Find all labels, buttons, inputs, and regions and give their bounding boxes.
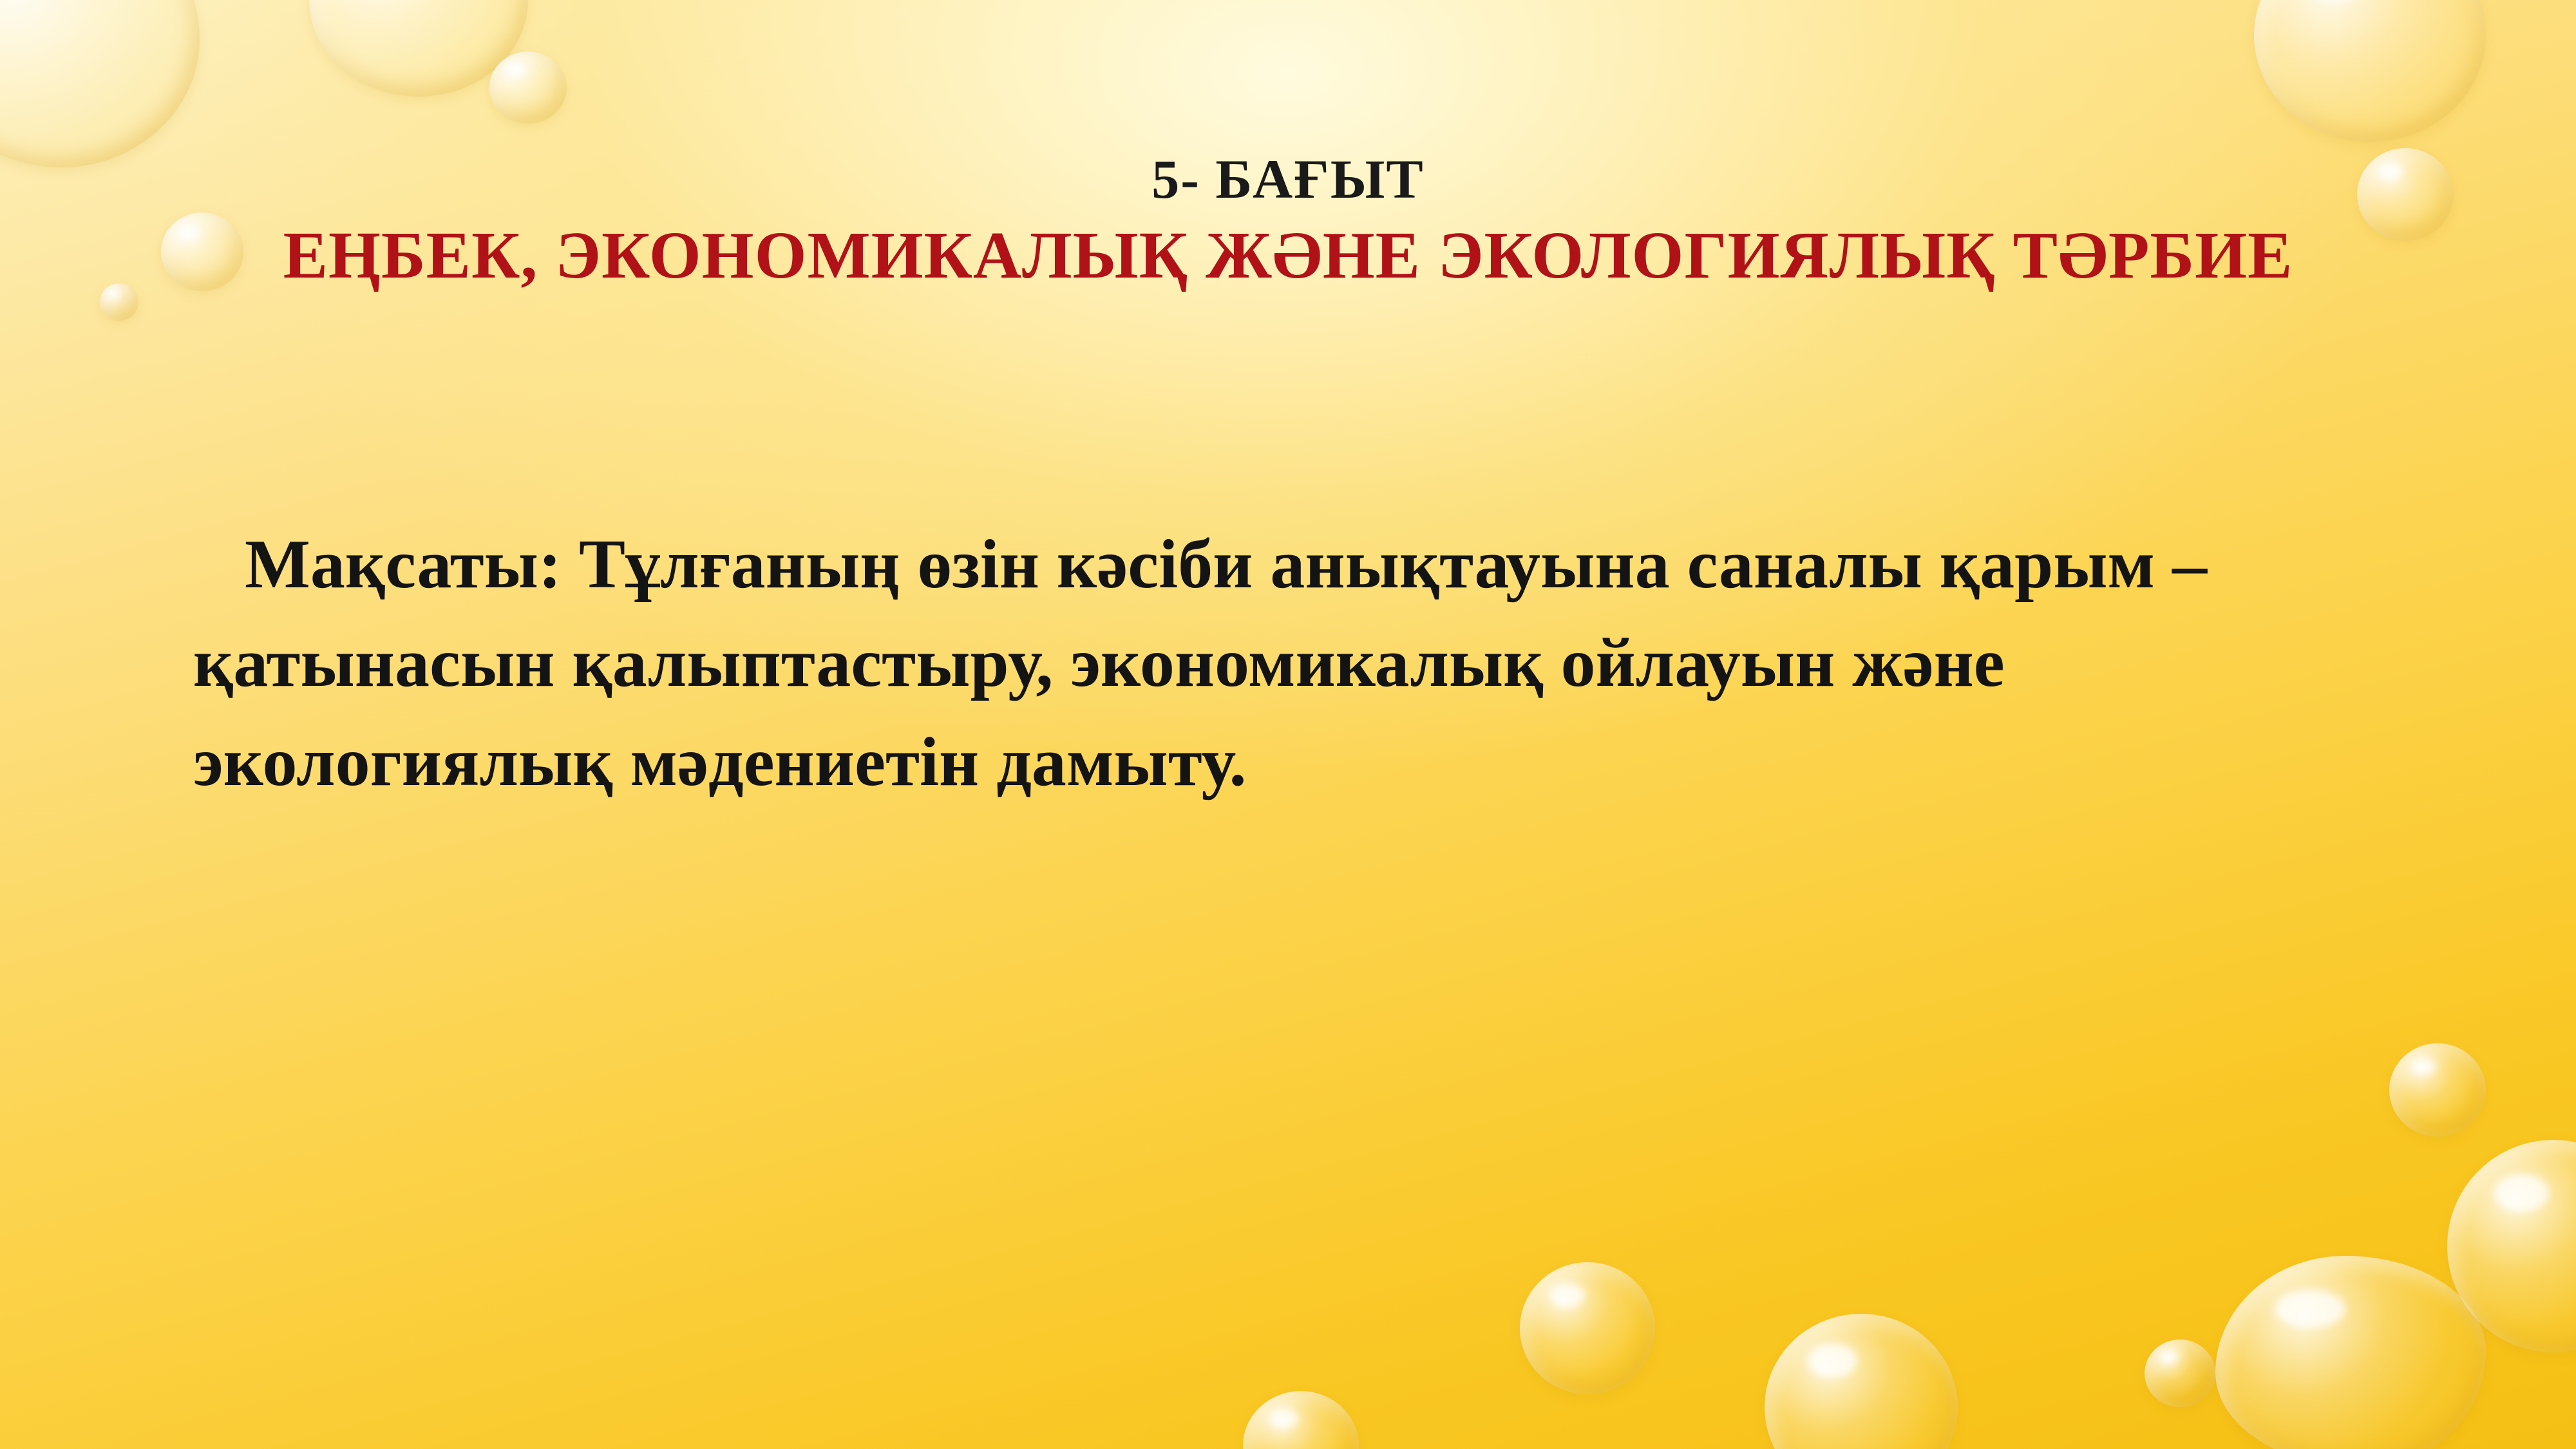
bubble-bottom-right-small-icon — [2145, 1340, 2215, 1407]
bubble-right-mid-icon — [2389, 1043, 2486, 1137]
bubble-top-left-small-icon — [489, 52, 567, 124]
bubble-bottom-center-icon — [1520, 1262, 1655, 1394]
slide-body-block — [193, 515, 2383, 811]
bubble-bottom-center-right-icon — [1765, 1314, 1958, 1449]
bubble-bottom-right-large-icon — [2447, 1140, 2576, 1352]
bubble-top-left-medium-icon — [309, 0, 528, 97]
bubble-top-left-large-icon — [0, 0, 200, 167]
bubble-top-right-large-icon — [2254, 0, 2486, 142]
slide-body-paragraph: Мақсаты: Тұлғаның өзін кәсіби анықтауына саналы қарым – қатынасын қалыптастыру, экономикалық ойлауын және экологиялық мәдениетін дамыту. — [193, 526, 2208, 800]
slide-title-primary: 5- БАҒЫТ — [1151, 148, 1425, 210]
slide-title-secondary: ЕҢБЕК, ЭКОНОМИКАЛЫҚ ЖӘНЕ ЭКОЛОГИЯЛЫҚ ТӘРБИЕ — [283, 218, 2293, 293]
bubble-bottom-right-blob-icon — [2215, 1256, 2486, 1449]
bubble-bottom-left-of-center-icon — [1243, 1391, 1359, 1449]
slide-title-block — [0, 148, 2576, 296]
